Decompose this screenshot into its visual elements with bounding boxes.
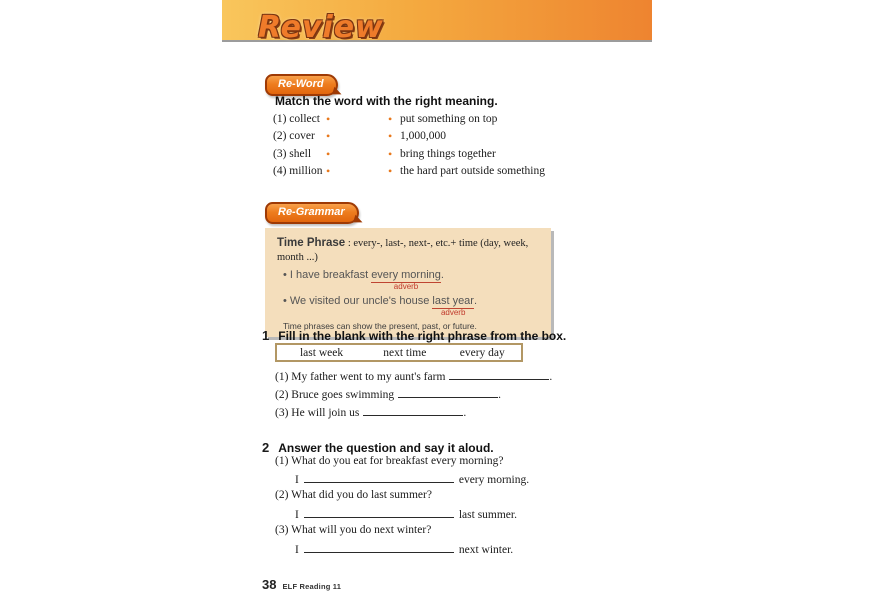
question-line: (1) What do you eat for breakfast every morning? [275, 455, 504, 467]
answer-blank [363, 404, 463, 416]
question-line: (2) What did you do last summer? [275, 489, 432, 501]
example-text: I have breakfast [289, 269, 372, 281]
word-label: (2) cover [273, 130, 315, 143]
fill-item: (2) Bruce goes swimming . [275, 386, 501, 401]
example-bullet-icon: • [283, 269, 287, 281]
answer-blank [304, 471, 454, 483]
highlighted-phrase: last year adverb [432, 295, 474, 317]
answer-line: I every morning. [295, 471, 529, 486]
meaning-label: 1,000,000 [400, 130, 446, 143]
fill-item: (3) He will join us . [275, 404, 466, 419]
rule-title-line [277, 236, 541, 265]
reword-badge: Re-Word [265, 74, 338, 96]
fill-item: (1) My father went to my aunt's farm . [275, 368, 552, 383]
book-title: ELF Reading 11 [282, 582, 342, 591]
page-number: 38 [262, 577, 277, 592]
word-bank-item: next time [383, 346, 427, 359]
rule-example [283, 269, 541, 291]
example-text: We visited our uncle's house [289, 295, 433, 307]
match-dot-right-icon: • [388, 111, 393, 126]
match-dot-left-icon: • [326, 111, 331, 126]
meaning-label: the hard part outside something [400, 165, 545, 178]
answer-blank [304, 506, 454, 518]
match-row [273, 110, 603, 128]
matching-exercise [273, 110, 603, 180]
question-line: (3) What will you do next winter? [275, 524, 432, 536]
answer-blank [304, 541, 454, 553]
example-bullet-icon: • [283, 295, 287, 307]
answer-line: I next winter. [295, 541, 513, 556]
highlighted-phrase: every morning adverb [371, 269, 441, 291]
page-footer [262, 577, 341, 592]
adverb-label: adverb [393, 282, 419, 291]
answer-line: I last summer. [295, 506, 517, 521]
grammar-rule-box [265, 228, 551, 337]
word-bank-item: every day [459, 346, 505, 359]
exercise1-instruction: Fill in the blank with the right phrase from the box. [278, 329, 567, 343]
match-row [273, 145, 603, 163]
exercise1-header [262, 328, 566, 343]
meaning-label: bring things together [400, 147, 496, 160]
adverb-label: adverb [440, 308, 466, 317]
exercise2-instruction: Answer the question and say it aloud. [278, 441, 494, 455]
match-dot-right-icon: • [388, 129, 393, 144]
match-dot-right-icon: • [388, 164, 393, 179]
page-body [222, 0, 652, 612]
match-dot-right-icon: • [388, 146, 393, 161]
page-title: Review [258, 10, 384, 45]
word-label: (4) million [273, 165, 323, 178]
word-label: (3) shell [273, 147, 312, 160]
meaning-label: put something on top [400, 112, 498, 125]
rule-definition: : every-, last-, next-, etc.+ time (day, week, month ...) [277, 238, 529, 263]
word-bank-item: last week [299, 346, 344, 359]
example-period: . [440, 269, 444, 281]
exercise1-number: 1 [262, 328, 270, 343]
regrammar-badge: Re-Grammar [265, 202, 359, 224]
match-dot-left-icon: • [326, 164, 331, 179]
example-period: . [473, 295, 478, 307]
answer-blank [398, 386, 498, 398]
match-dot-left-icon: • [326, 146, 331, 161]
match-dot-left-icon: • [326, 129, 331, 144]
reword-instruction: Match the word with the right meaning. [275, 94, 498, 108]
answer-blank [449, 368, 549, 380]
match-row [273, 163, 603, 181]
match-row [273, 128, 603, 146]
exercise2-header [262, 440, 494, 455]
rule-note: Time phrases can show the present, past, or future. [283, 321, 477, 331]
rule-title: Time Phrase [277, 237, 346, 249]
rule-example [283, 295, 541, 317]
word-label: (1) collect [273, 112, 320, 125]
word-bank-box [275, 343, 523, 362]
exercise2-number: 2 [262, 440, 270, 455]
